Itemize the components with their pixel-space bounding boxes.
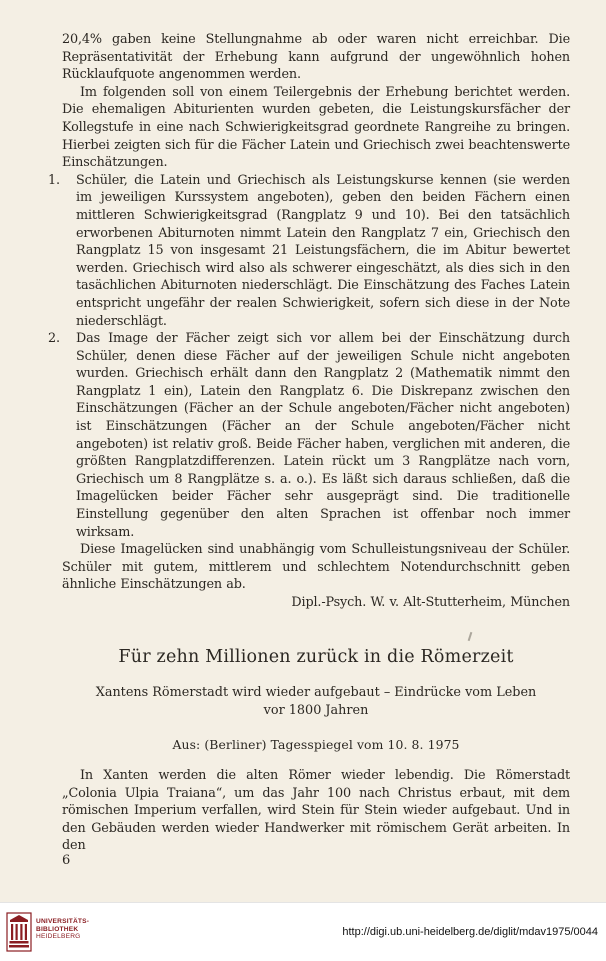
subtitle-line-1: Xantens Römerstadt wird wieder aufgebaut – Eindrücke vom Leben xyxy=(95,685,537,700)
library-name-line-2: BIBLIOTHEK xyxy=(36,925,79,933)
article-body xyxy=(62,767,570,855)
list-number: 2. xyxy=(48,331,60,347)
list-item-text: Das Image der Fächer zeigt sich vor allem bei der Einschätzung durch Schüler, denen diese Fächer auf der jeweiligen Schule nicht angeboten wurden. Griechisch erhält dann den Rangplatz 2 (Mathematik nimmt den Rangplatz 1 ein), Latein den Rangplatz 6. Die Diskrepanz zwischen den Einschätzungen (Fächer an der Schule angeboten/Fächer nicht angeboten) ist Einschätzungen (Fächer an der Schule angeboten/Fächer nicht angeboten) ist relativ groß. Beide Fächer haben, verglichen mit anderen, die größten Rangplatzdifferenzen. Latein rückt um 3 Rangplätze nach vorn, Griechisch um 8 Rangplätze s. a. o.). Es läßt sich daraus schließen, daß die Imagelücken beider Fächer sehr ausgeprägt sind. Die traditionelle Einstellung gegenüber den alten Sprachen ist offenbar noch immer wirksam. xyxy=(76,331,570,540)
library-name xyxy=(36,918,89,941)
paragraph-intro: Im folgenden soll von einem Teilergebnis der Erhebung berichtet werden. Die ehemaligen Abiturienten wurden gebeten, die Leistungskursfächer der Kollegstufe in eine nach Schwierigkeitsgrad geordnete Rangreihe zu bringen. Hierbei zeigten sich für die Fächer Latein und Griechisch zwei beachtenswerte Einschätzungen. xyxy=(62,84,570,171)
viewer-footer xyxy=(0,902,606,961)
body-text-top xyxy=(48,31,570,612)
list-item-text: Schüler, die Latein und Griechisch als Leistungskurse kennen (sie werden im jeweiligen Kurssystem angeboten), geben den beiden Fächern einen mittleren Schwierigkeitsgrad (Rangplatz 9 und 10). Bei den tatsächlich erworbenen Abiturnoten nimmt Latein den Rangplatz 7 ein, Griechisch den Rangplatz 15 von insgesamt 21 Leistungsfächern, die im Abitur bewertet werden. Griechisch wird also als schwerer eingeschätzt, als dies sich in den tasächlichen Abiturnoten niederschlägt. Die Einschätzung des Faches Latein entspricht ungefähr der realen Schwierigkeit, sofern sich diese in der Note niederschlägt. xyxy=(76,172,570,329)
list-item-2 xyxy=(48,330,570,541)
library-name-line-3: HEIDELBERG xyxy=(36,933,81,941)
article-source: Aus: (Berliner) Tagesspiegel vom 10. 8. 1975 xyxy=(172,737,460,752)
library-name-line-1: UNIVERSITÄTS- xyxy=(36,918,90,925)
article-heading: Für zehn Millionen zurück in die Römerzeit xyxy=(118,647,514,667)
paragraph-conclusion: Diese Imagelücken sind unabhängig vom Schulleistungsniveau der Schüler. Schüler mit gutem, mittlerem und schlechtem Notendurchschnitt geben ähnliche Einschätzungen ab. xyxy=(62,542,570,593)
page-number: 6 xyxy=(62,853,71,868)
permalink-url[interactable]: http://digi.ub.uni-heidelberg.de/diglit/mdav1975/0044 xyxy=(342,926,598,938)
list-item-1 xyxy=(48,172,570,330)
article-subtitle xyxy=(62,684,570,719)
list-number: 1. xyxy=(48,172,60,188)
university-library-seal-icon xyxy=(6,912,32,952)
paragraph-continuation: 20,4% gaben keine Stellungnahme ab oder waren nicht erreichbar. Die Repräsentativität der Erhebung kann aufgrund der ungewöhnlich hohen Rücklaufquote angenommen werden. xyxy=(62,32,570,83)
article-intro-paragraph: In Xanten werden die alten Römer wieder lebendig. Die Römerstadt „Colonia Ulpia Traiana“, um das Jahr 100 nach Christus erbaut, mit dem römischen Imperium verfallen, wird Stein für Stein wieder aufgebaut. Und in den Gebäuden werden wieder Handwerker mit römischem Gerät arbeiten. In den xyxy=(62,768,570,854)
author-signature: Dipl.-Psych. W. v. Alt-Stutterheim, München xyxy=(291,595,570,610)
ink-mark xyxy=(468,632,473,641)
subtitle-line-2: vor 1800 Jahren xyxy=(263,702,369,718)
